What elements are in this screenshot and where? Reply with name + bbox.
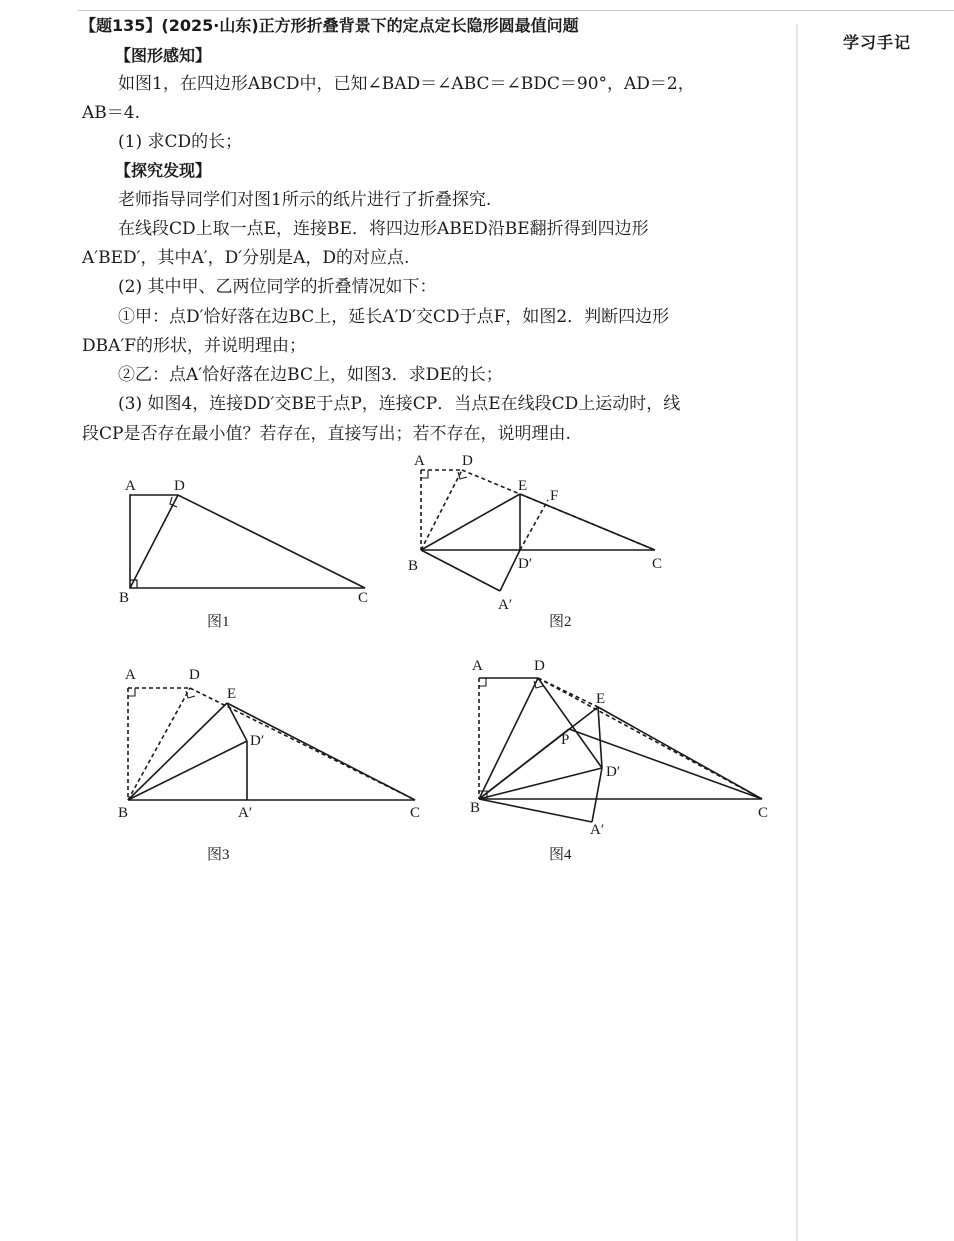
fig2-label-e: E <box>518 478 528 494</box>
figure-2 <box>421 470 655 591</box>
fig1-caption: 图1 <box>207 614 230 630</box>
fig4-label-b: B <box>470 800 481 816</box>
problem-line: 老师指导同学们对图1所示的纸片进行了折叠探究. <box>118 190 492 210</box>
figure-1 <box>130 495 365 588</box>
question-1: (1) 求CD的长； <box>118 132 243 152</box>
fig1-label-b: B <box>119 590 130 606</box>
fig2-label-a: A <box>414 453 425 469</box>
fig1-label-c: C <box>358 590 369 606</box>
problem-line: A′BED′，其中A′，D′分别是A，D的对应点. <box>82 248 410 268</box>
figure-4 <box>479 678 762 822</box>
fig4-label-d: D <box>534 658 545 674</box>
fig4-label-d-prime: D′ <box>606 764 621 780</box>
fig4-label-c: C <box>758 805 769 821</box>
fig3-label-e: E <box>227 686 237 702</box>
fig3-label-d: D <box>189 667 200 683</box>
fig2-label-f: F <box>550 488 559 504</box>
fig3-label-d-prime: D′ <box>250 733 265 749</box>
fig1-label-d: D <box>174 478 185 494</box>
fig4-label-p: P <box>561 732 570 748</box>
fig2-caption: 图2 <box>549 614 572 630</box>
fig1-label-a: A <box>125 478 136 494</box>
notes-sidebar-title: 学习手记 <box>843 33 912 52</box>
figure-3 <box>128 688 415 800</box>
fig3-label-a-prime: A′ <box>238 805 253 821</box>
fig3-label-b: B <box>118 805 129 821</box>
fig3-label-a: A <box>125 667 136 683</box>
question-3: (3) 如图4，连接DD′交BE于点P，连接CP．当点E在线段CD上运动时，线 <box>118 394 681 414</box>
fig3-caption: 图3 <box>207 847 230 863</box>
fig4-label-a-prime: A′ <box>590 822 605 838</box>
fig4-label-a: A <box>472 658 483 674</box>
fig2-label-d-prime: D′ <box>518 556 533 572</box>
fig2-label-b: B <box>408 558 419 574</box>
fig2-label-a-prime: A′ <box>498 597 513 613</box>
problem-line: 在线段CD上取一点E，连接BE．将四边形ABED沿BE翻折得到四边形 <box>118 219 649 239</box>
question-3-cont: 段CP是否存在最小值？若存在，直接写出；若不存在，说明理由. <box>82 424 571 444</box>
problem-title: 【题135】(2025·山东)正方形折叠背景下的定点定长隐形圆最值问题 <box>80 16 579 35</box>
question-2-part-a-cont: DBA′F的形状，并说明理由； <box>82 336 307 356</box>
fig4-caption: 图4 <box>549 847 572 863</box>
question-2-part-b: ②乙：点A′恰好落在边BC上，如图3．求DE的长； <box>118 365 503 385</box>
problem-line: 如图1，在四边形ABCD中，已知∠BAD＝∠ABC＝∠BDC＝90°，AD＝2， <box>118 74 695 94</box>
problem-line: AB＝4. <box>82 103 140 123</box>
fig3-label-c: C <box>410 805 421 821</box>
section-heading-exploration: 【探究发现】 <box>115 161 212 180</box>
fig2-label-c: C <box>652 556 663 572</box>
fig4-label-e: E <box>596 691 606 707</box>
question-2: (2) 其中甲、乙两位同学的折叠情况如下： <box>118 277 437 297</box>
question-2-part-a: ①甲：点D′恰好落在边BC上，延长A′D′交CD于点F，如图2．判断四边形 <box>118 307 670 327</box>
section-heading-perception: 【图形感知】 <box>115 46 212 65</box>
fig2-label-d: D <box>462 453 473 469</box>
